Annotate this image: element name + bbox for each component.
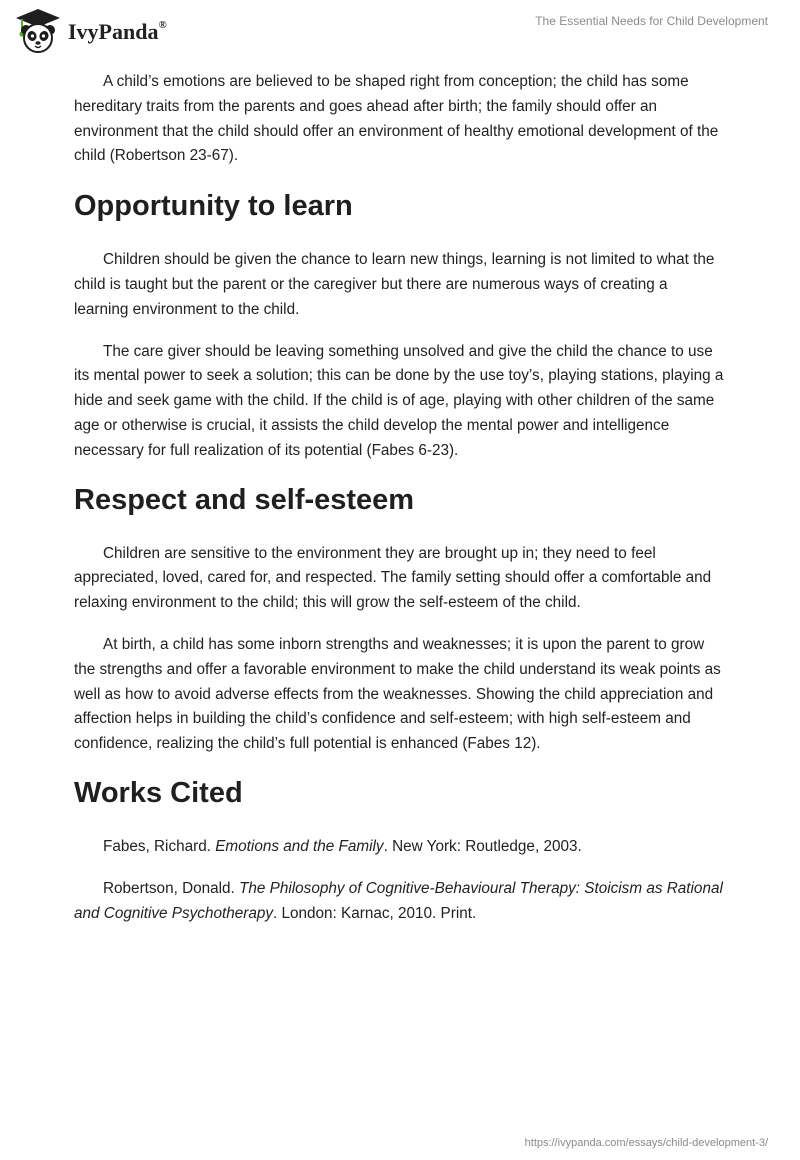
essay-content — [74, 70, 724, 943]
citation-author: Robertson, Donald. — [103, 879, 240, 897]
brand-name — [68, 19, 167, 45]
source-url[interactable]: https://ivypanda.com/essays/child-development-3/ — [524, 1137, 768, 1149]
heading-respect-and-self-esteem: Respect and self-esteem — [74, 483, 415, 516]
citation-entry — [74, 877, 724, 927]
paragraph: A child’s emotions are believed to be shaped right from conception; the child has some hereditary traits from the parents and goes ahead after birth; the family should offer an environment that the child should offer an environment of healthy emotional development of the child (Robertson 23-67). — [74, 73, 719, 165]
paragraph: Children should be given the chance to learn new things, learning is not limited to what the child is taught but the parent or the caregiver but there are numerous ways of creating a learning environment to the child. — [74, 251, 715, 318]
heading-works-cited: Works Cited — [74, 776, 243, 809]
citation-publisher: . New York: Routledge, 2003. — [383, 837, 582, 855]
page-header — [0, 0, 800, 60]
citation-publisher: . London: Karnac, 2010. Print. — [272, 904, 477, 922]
citation-author: Fabes, Richard. — [103, 837, 216, 855]
paragraph: At birth, a child has some inborn strengths and weaknesses; it is upon the parent to grow the strengths and offer a favorable environment to make the child understand its weak points as well as how to avoid adverse effects from the weaknesses. Showing the child appreciation and affection helps in building the child’s confidence and self-esteem; with high self-esteem and confidence, realizing the child’s full potential is enhanced (Fabes 12). — [74, 635, 721, 753]
citation-title: The Philosophy of Cognitive-Behavioural Therapy: Stoicism as Rational and Cognitive Psychotherapy — [74, 879, 723, 922]
brand-text: IvyPanda — [68, 19, 159, 44]
document-title: The Essential Needs for Child Development — [535, 14, 768, 28]
registered-mark: ® — [158, 18, 167, 31]
paragraph: The care giver should be leaving something unsolved and give the child the chance to use its mental power to seek a solution; this can be done by the use toy’s, playing stations, playing a hide and seek game with the child. If the child is of age, playing with other children of the same age or otherwise is crucial, it assists the child develop the mental power and intelligence necessary for full realization of its potential (Fabes 6-23). — [74, 342, 724, 459]
citation-entry — [74, 835, 724, 860]
ivypanda-logo[interactable] — [14, 8, 167, 54]
panda-graduation-cap-icon — [14, 8, 62, 54]
paragraph: Children are sensitive to the environment they are brought up in; they need to feel appreciated, loved, cared for, and respected. The family setting should offer a comfortable and relaxing environment to the child; this will grow the self-esteem of the child. — [74, 544, 712, 612]
citation-title: Emotions and the Family — [215, 837, 384, 855]
heading-opportunity-to-learn: Opportunity to learn — [74, 190, 353, 223]
